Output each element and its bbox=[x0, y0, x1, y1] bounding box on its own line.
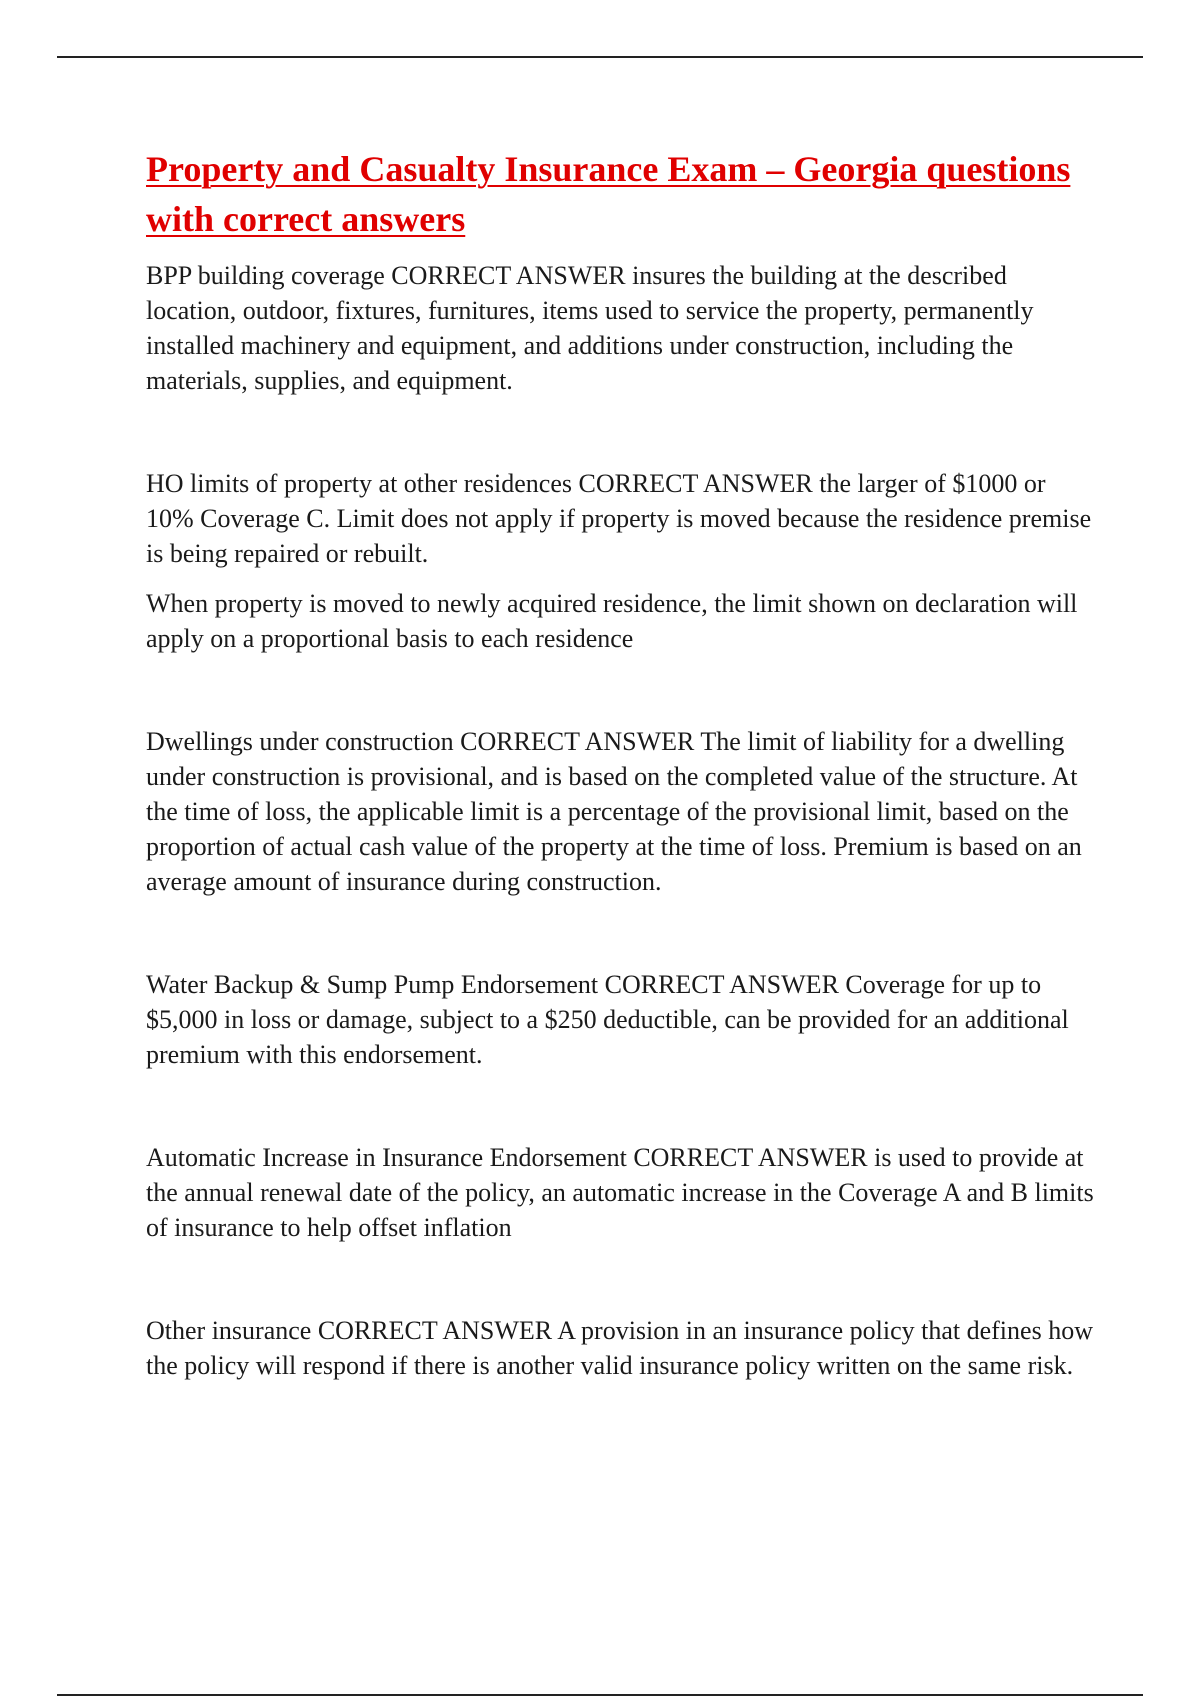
page-bottom-rule bbox=[57, 1694, 1143, 1696]
qa-term: BPP building coverage bbox=[146, 261, 385, 290]
qa-answer-continuation: When property is moved to newly acquired residence, the limit shown on declaration will apply on a proportional basis to each residence bbox=[146, 589, 1078, 653]
qa-term: Automatic Increase in Insurance Endorsement bbox=[146, 1143, 627, 1172]
qa-answer-marker: CORRECT ANSWER bbox=[317, 1316, 553, 1345]
qa-term: Water Backup & Sump Pump Endorsement bbox=[146, 970, 599, 999]
qa-answer-marker: CORRECT ANSWER bbox=[604, 970, 839, 999]
qa-term: Other insurance bbox=[146, 1316, 312, 1345]
qa-answer-marker: CORRECT ANSWER bbox=[578, 469, 813, 498]
page-top-rule bbox=[57, 56, 1143, 58]
qa-entry-dwellings-under-construction bbox=[146, 724, 1096, 899]
qa-answer: The limit of liability for a dwelling under construction is provisional, and is based on the completed value of the structure. At the time of loss, the applicable limit is a percentage of the provisional limit, based on the proportion of actual cash value of the property at the time of loss. Premium is based on an average amount of insurance during construction. bbox=[146, 727, 1082, 896]
qa-answer: insures the building at the described location, outdoor, fixtures, furnitures, items used to service the property, permanently installed machinery and equipment, and additions under construction, including the materials, supplies, and equipment. bbox=[146, 261, 1034, 395]
qa-answer-marker: CORRECT ANSWER bbox=[391, 261, 626, 290]
qa-answer-marker: CORRECT ANSWER bbox=[633, 1143, 868, 1172]
qa-entry-other-insurance bbox=[146, 1313, 1096, 1383]
qa-entry-bpp-building-coverage bbox=[146, 258, 1096, 398]
qa-list bbox=[146, 258, 1096, 1383]
qa-term: HO limits of property at other residences bbox=[146, 469, 572, 498]
qa-answer: is used to provide at the annual renewal date of the policy, an automatic increase in the Coverage A and B limits of insurance to help offset inflation bbox=[146, 1143, 1094, 1242]
qa-answer: Coverage for up to $5,000 in loss or damage, subject to a $250 deductible, can be provided for an additional premium with this endorsement. bbox=[146, 970, 1069, 1069]
page-title: Property and Casualty Insurance Exam – Georgia questions with correct answers bbox=[146, 149, 1071, 239]
qa-answer: A provision in an insurance policy that defines how the policy will respond if there is another valid insurance policy written on the same risk. bbox=[146, 1316, 1093, 1380]
qa-entry-ho-limits bbox=[146, 466, 1096, 656]
qa-entry-water-backup bbox=[146, 967, 1096, 1072]
qa-term: Dwellings under construction bbox=[146, 727, 454, 756]
qa-answer: the larger of $1000 or 10% Coverage C. Limit does not apply if property is moved because the residence premise is being repaired or rebuilt. bbox=[146, 469, 1092, 568]
qa-answer-marker: CORRECT ANSWER bbox=[460, 727, 695, 756]
qa-entry-automatic-increase bbox=[146, 1140, 1096, 1245]
